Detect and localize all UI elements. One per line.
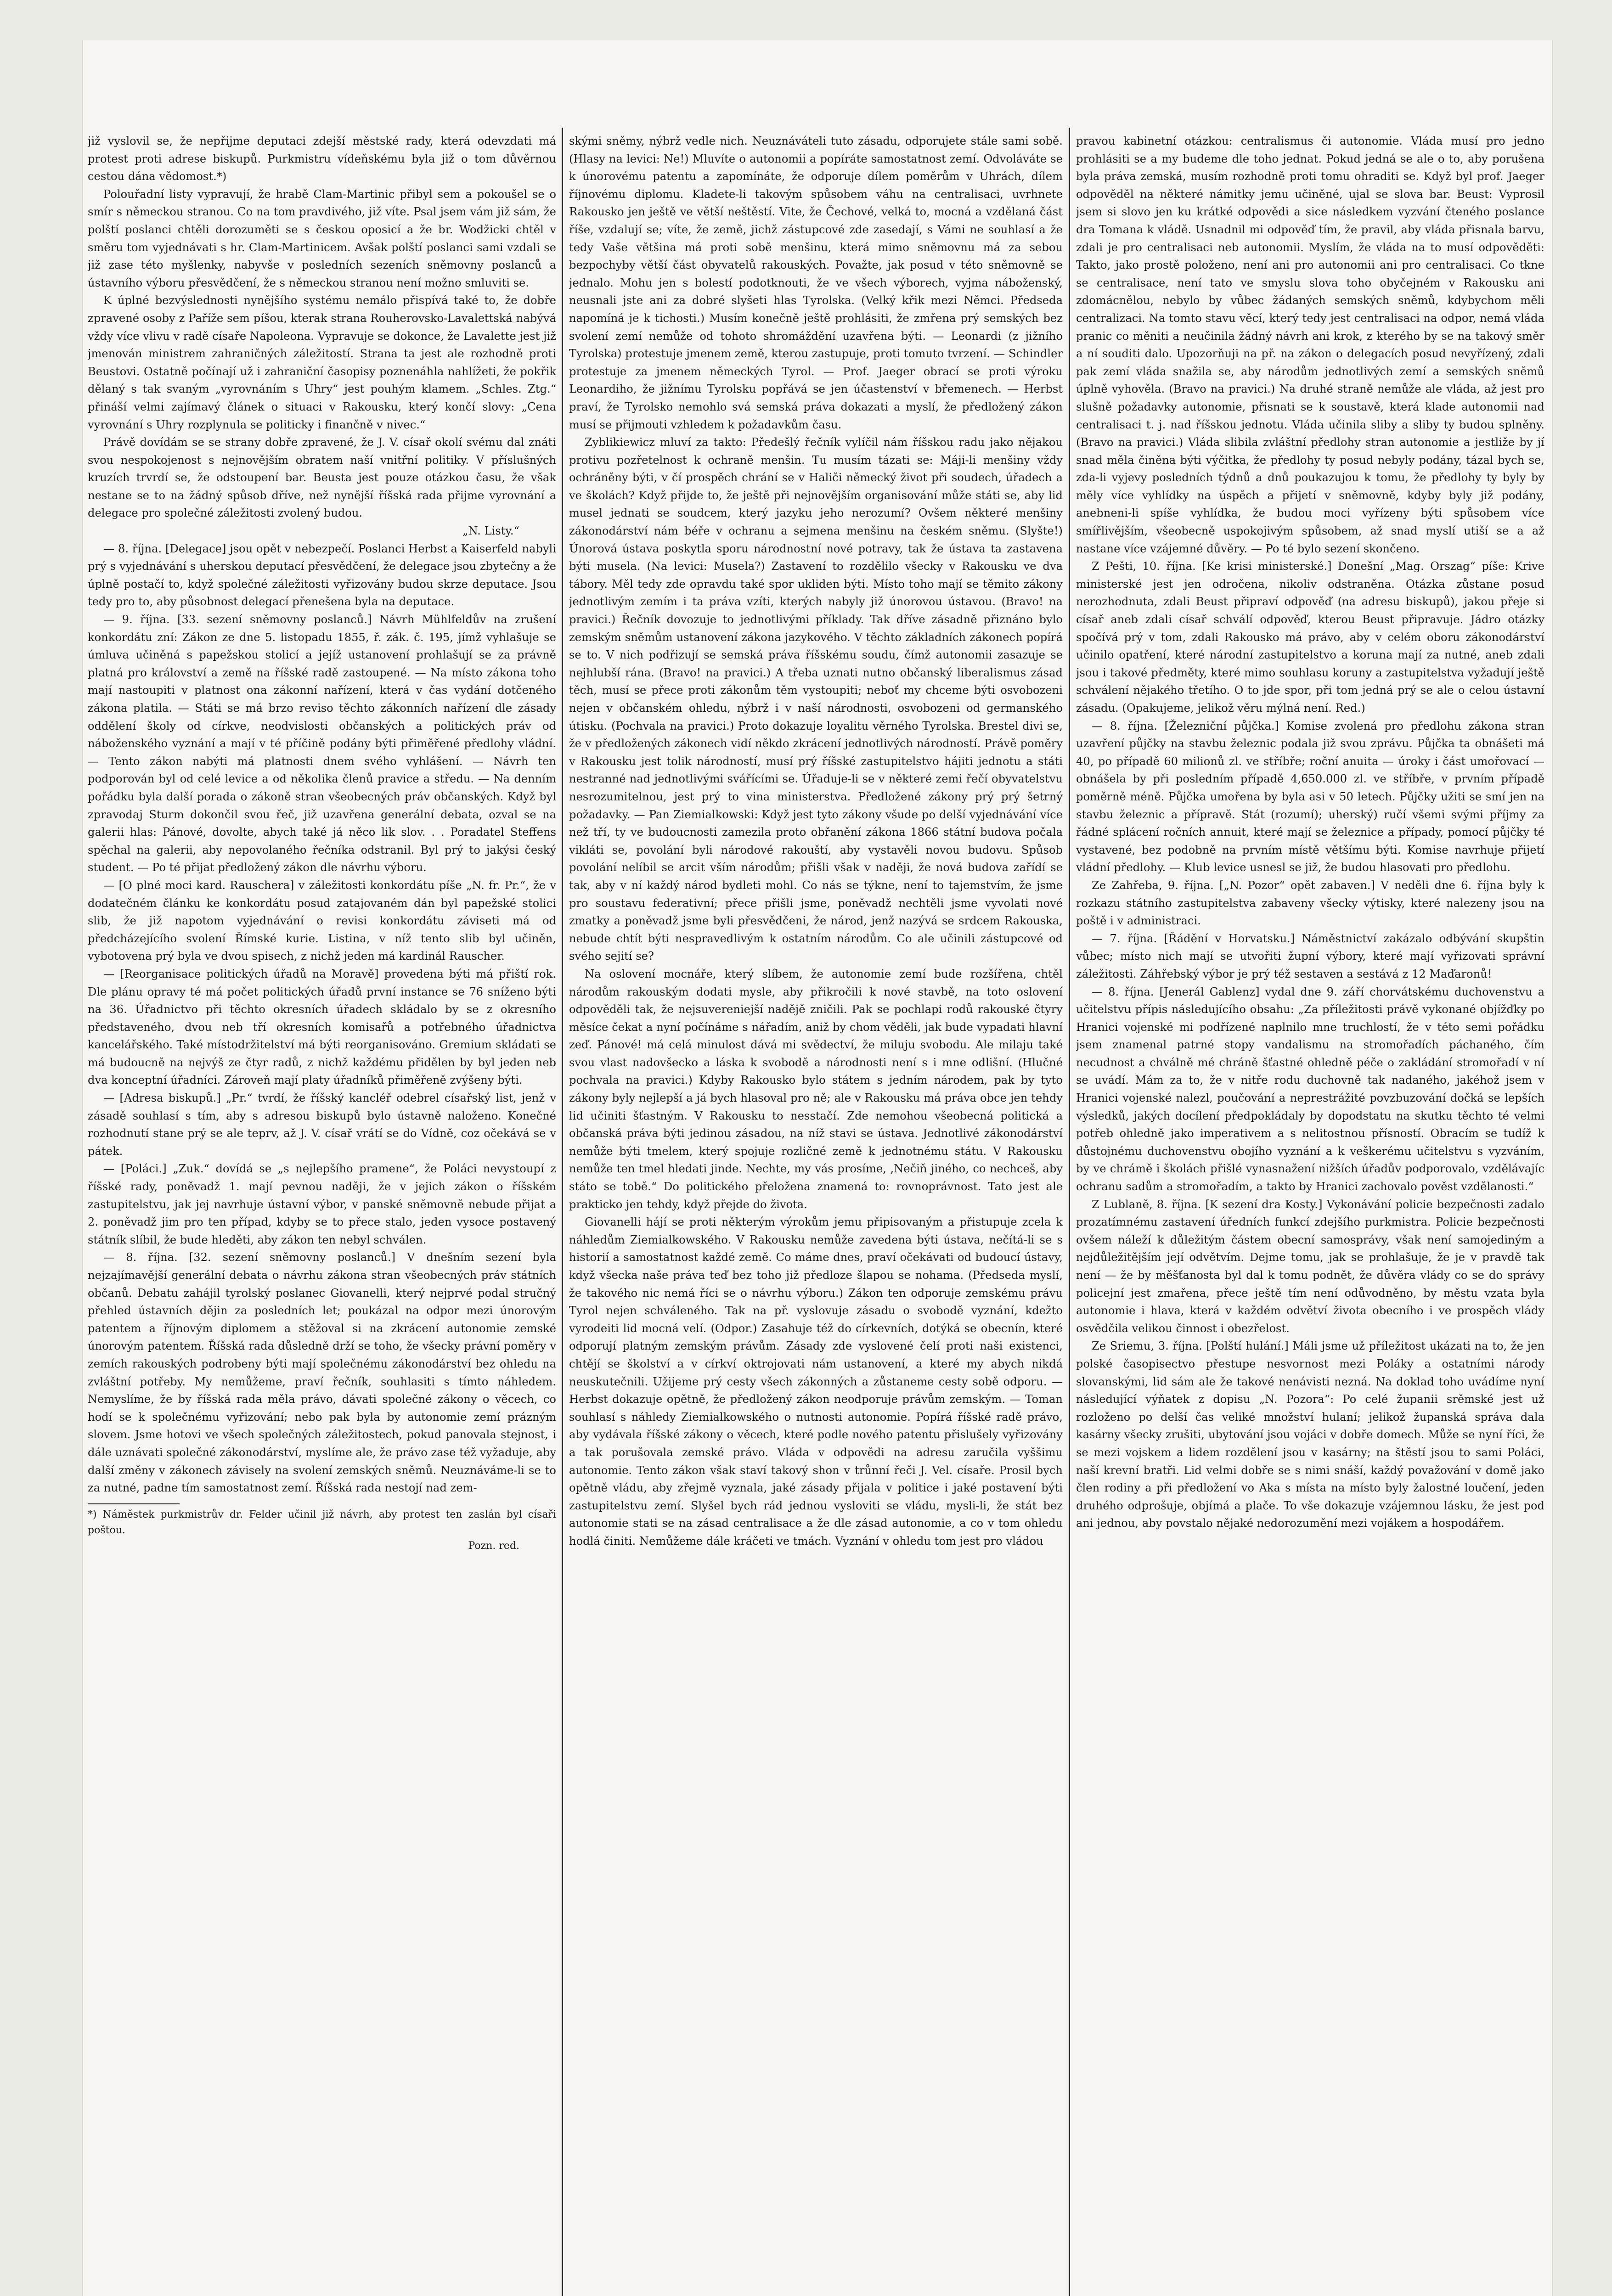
news-item: — [Reorganisace politických úřadů na Moravě] provedena býti má přiští rok. Dle plánu opravy té má počet politických úřadů první instance se 76 sníženo býti na 36. Úřadnictvo při těchto okresních úřadech skládalo by se z okresního představeného, dvou neb tří okresních komisařů a potřebného úřadnictva kancelářského. Také místodržitelství má býti reorganisováno. Gremium skládati se má budoucně na nejvýš ze čtyr radů, z nichž každému přidělen by byl jeden neb dva konceptní úřadníci. Zároveň mají platy úřadníků přiměřeně zvýšeny býti. [88,967,556,1087]
paragraph: skými sněmy, nýbrž vedle nich. Neuznáváteli tuto zásadu, odporujete stále sami sobě. (Hlasy na levici: Ne!) Mluvíte o autonomii a popíráte samostatnost zemí. Odvoláváte se k únorovému patentu a zapomínáte, že odporuje dílem poměrům v Uhrách, dílem říjnovému diplomu. Kladete-li takovým spůsobem váhu na centralisaci, uvrhnete Rakousko jen ještě ve větší neštěstí. Vite, že Čechové, velká to, mocná a vzdělaná část říše, vzdalují se; víte, že země, jichž zástupcové zde zasedají, s Vámi ne souhlasí a že tedy Vaše většina má proti sobě menšinu, která mimo sněmovnu má za sebou bezpochyby větší část obyvatelů rakouských. Považte, jak posud v této sněmovně se jednalo. Mohu jen s bolestí podotknouti, že ve všech výborech, vyjma náboženský, neusnali jste ani za dobré slyšeti hlas Tyrolska. (Velký křik mezi Němci. Předseda napomíná je k tichosti.) Musím konečně ještě prohlásiti, že zmřena prý semských bez svolení zemí nemůže od tohoto shromáždění uzavřena býti. — Leonardi (z jižního Tyrolska) protestuje jmenem země, kterou zastupuje, proti tomuto tvrzení. — Schindler protestuje za jmenem německých Tyrol. — Prof. Jaeger obrací se proti výroku Leonardiho, že jižnímu Tyrolsku popřává se jen účastenství v břemenech. — Herbst praví, že Tyrolsko nemohlo svá semská práva dokazati a myslí, že předložený zákon musí se přijmouti vzhledem k požadavkům času. [569,135,1063,431]
news-item: Ze Zahřeba, 9. října. [„N. Pozor“ opět zabaven.] V neděli dne 6. října byly k rozkazu státního zastupitelstva zabaveny všecky výtisky, které nalezeny jsou na poště i v administraci. [1076,878,1544,928]
news-item: — 8. října. [Delegace] jsou opět v nebezpečí. Poslanci Herbst a Kaiserfeld nabyli prý s vyjednávání s uherskou deputací přesvědčení, že delegace jsou zbytečny a že úplně postačí to, když společné záležitosti vyřizovány budou skrze deputace. Jsou tedy pro to, aby působnost delegací přenešena byla na deputace. [88,542,556,608]
column-2 [569,132,1063,2296]
source-signature: „N. Listy.“ [462,524,519,538]
paragraph: K úplné bezvýslednosti nynějšího systému nemálo přispívá také to, že dobře zpravené osoby z Paříže sem píšou, kterak strana Rouherovsko-Lavalettská nabývá vždy více vlivu v radě císaře Napoleona. Vypravuje se dokonce, že Lavalette jest již jmenován ministrem zahraničných záležitostí. Strana ta jest ale rozhodně proti Beustovi. Ostatně počínají už i zahraniční časopisy poznenáhla nahlížeti, že pokřik dělaný s tak svaným „vyrovnáním s Uhry“ jest pouhým klamem. „Schles. Ztg.“ přináší velmi zajímavý článek o situaci v Rakousku, který končí slovy: „Cena vyrovnání s Uhry rozplynula se politicky i finančně v nivec.“ [88,294,556,431]
news-item: — 9. října. [33. sezení sněmovny poslanců.] Návrh Mühlfeldův na zrušení konkordátu zní: Zákon ze dne 5. listopadu 1855, ř. zák. č. 195, jímž vyhlašuje se úmluva učiněná s papežskou stolicí a jejíž ustanovení prohlašují se za právně platná pro království a země na říšské radě zastoupené. — Na místo zákona toho mají nastoupiti v platnost ona zákonní nařízení, která v čas vydání dotčeného zákona platila. — Státi se má brzo reviso těchto zákonních nařízení dle zásady oddělení školy od církve, neodvislosti občanských a politických práv od náboženského vyznání a mají v té příčině podány býti přiměřené předlohy vládní. — Tento zákon nabýti má platnosti dnem svého vyhlášení. — Návrh ten podporován byl od celé levice a od několika členů pravice a středu. — Na denním pořádku byla další porada o zákoně stran všeobecných práv občanských. Když byl zpravodaj Sturm dokončil svou řeč, již uzavřena generální debata, ozval se na galerii hlas: Pánové, dovolte, abych také já něco lik slov. . . Poradatel Steffens spěchal na galerii, aby nepovolaného řečníka odstranil. Byl prý to jakýsi český student. — Po té přijat předložený zákon dle návrhu výboru. [88,613,556,874]
paragraph: pravou kabinetní otázkou: centralismus či autonomie. Vláda musí pro jedno prohlásiti se a my budeme dle toho jednat. Pokud jedná se ale o to, aby porušena byla práva zemská, musím rozhodně proti tomu ohraditi se. Když byl prof. Jaeger odpověděl na některé námitky jemu učiněné, ujal se slova bar. Beust: Vyprosil jsem si slovo jen ku krátké odpovědi a sice následkem vyzvání čteného poslance dra Tomana k vládě. Usnadnil mi odpověď tím, že pravil, aby vláda přisnala barvu, zdali je pro centralisaci neb autonomii. Myslím, že vláda na to musí odpověděti: Takto, jako prostě položeno, není ani pro autonomii ani pro centralisaci. Co tkne se centralisace, není tato ve smyslu slova toho obyčejném v Rakousku ani zdomácnělou, nebylo by vůbec žádaných semských sněmů, kdybychom měli centralizaci. Na tomto stavu věcí, který tedy jest centralisaci na odpor, nemá vláda pranic co měniti a neučinila žádný návrh ani krok, z kterého by se na takový směr a ní souditi dalo. Upozorňuji na př. na zákon o delegacích posud nevyřízený, zdali pak zemí vláda snažila se, aby národům jednotlivých zemí a semských sněmů úplně vyhověla. (Bravo na pravici.) Na druhé straně nemůže ale vláda, až jest pro slušně požadavky autonomie, přisnati se k soustavě, která klade autonomii nad centralisaci t. j. nad říšskou jednotu. Vláda učinila sliby a sliby ty budou splněny. (Bravo na pravici.) Vláda slibila zvláštní předlohy stran autonomie a jestliže by jí snad měla činěna býti výčitka, že předlohy ty posud nebyly podány, tázal bych se, zda-li vyjevy posledních týdnů a dnů poukazujou k tomu, že předlohy ty byly by měly více vyhlídky na úspěch a přijetí v sněmovně, kdyby byly již podány, anebneni-li spíše vyhlídka, že budou moci vyřízeny býti spůsobem více smířlivějším, všeobecně uspokojivým spůsobem, až snad myslí utiší se a až nastane více vzájemné důvěry. — Po té bylo sezení skončeno. [1076,135,1544,555]
news-item: — 7. října. [Řádění v Horvatsku.] Náměstnictví zakázalo odbývání skupštin vůbec; místo nich mají se utvořiti župní výbory, které mají vyřizovati správní záležitosti. Záhřebský výbor je prý též sestaven a sestává z 12 Maďaronů! [1076,932,1544,980]
paragraph: Giovanelli hájí se proti některým výrokům jemu připisovaným a přistupuje zcela k náhledům Ziemialkowského. V Rakousku nemůže zavedena býti ústava, nečítá-li se s historií a samostatnost každé země. Co máme dnes, praví očekávati od budoucí ústavy, když všecka naše práva teď bez toho již předloze šlapou se nohama. (Předseda myslí, že takového nic nemá říci se o návrhu výboru.) Zákon ten odporuje zemskému právu Tyrol nejen schváleného. Tak na př. vyslovuje zásadu o svobodě vyznání, kdežto vyrodeiti lid mocná velí. (Odpor.) Zasahuje též do církevních, dotýká se obecnín, které odporují platným zemským právům. Zásady zde vyslovené čelí proti naši existenci, chtějí se školství a v církví oktrojovati nám ustanovení, a které my abych nikdá neuskutečnili. Užijeme prý cesty všech zákonných a zůstaneme cesty sobě odporu. — Herbst dokazuje opětně, že předložený zákon neodporuje právům zemským. — Toman souhlasí s náhledy Ziemialkowského o nutnosti autonomie. Popírá říšské radě právo, aby vydávala říšské zákony o věcech, které podle nového patentu přislušely vyřizovány a tak porušovala zemské právo. Vláda v odpovědi na adresu zaručila vyššimu autonomie. Tento zákon však staví takový shon v trůnní řeči J. Vel. císaře. Prosil bych opětně vládu, aby zřejmě vyznala, jaké zásady přijala v politice i jaké postavení býti zastupitelstvu zemí. Slyšel bych rád jednou vysloviti se vládu, mysli-li, že stát bez autonomie stati se na zásad centralisace a že dle zásad autonomie, a co v tom ohledu hodlá činiti. Nemůžeme dále kráčeti ve tmách. Vyznání v ohledu tom jest pro vládou [569,1216,1063,1548]
news-item: — [Adresa biskupů.] „Pr.“ tvrdí, že říšský kancléř odebrel císařský list, jenž v zásadě souhlasí s tím, aby s adresou biskupů bylo ústavně naloženo. Konečné rozhodnutí stane prý se ale teprv, až J. V. císař vrátí se do Vídně, coz očekává se v pátek. [88,1092,556,1158]
footnote-signature: Pozn. red. [468,1540,519,1552]
paragraph: Právě dovídám se se strany dobře zpravené, že J. V. císař okolí svému dal znáti svou nespokojenost s nejnovějším obratem naší vnitřní politiky. V příslušných kruzích trvrdí se, že odstoupení bar. Beusta jest pouze otázkou času, že však nestane se to na žádný spůsob dříve, než nynější říšská rada přijme vyrovnání a delegace pro společné záležitosti zvolený budou. [88,436,556,520]
news-item: Ze Sriemu, 3. října. [Polští hulání.] Máli jsme už příležitost ukázati na to, že jen polské časopisectvo přestupe nesvornost mezi Poláky a ostatními národy slovanskými, lid sám ale že takové nenávisti nezná. Na doklad toho uvádíme nyní následující výňatek z dopisu „N. Pozora“: Po celé županii srěmské jest už rozloženo po delší čas veliké množství hulaní; jelikož županská správa dala kasárny všecky zrušiti, ubytování jsou vojáci v dobře domech. Může se nyní říci, že se mezi vojskem a lidem rozdělení jsou v kasárny; na štěstí jsou to sami Poláci, naší krevní bratři. Lid velmi dobře se s nimi snáší, každý považování v domě jako člen rodiny a při předložení vo Aka s místa na místo byly žalostné loučení, jeden druhého odprošuje, objímá a plače. To vše dokazuje vzájemnou lásku, že jest pod ani jednou, aby povstalo nějaké nedorozumění mezi vojákem a hospodářem. [1076,1339,1544,1530]
news-item: — [Poláci.] „Zuk.“ dovídá se „s nejlepšího pramene“, že Poláci nevystoupí z říšské rady, poněvadž 1. mají pevnou naději, že v jejich zákon o říšském zastupitelstvu, jak jej navrhuje ústavní výbor, v panské sněmovně nebude přijat a 2. poněvadž jim pro ten případ, kdyby se to přece stalo, jeden vysoce postavený státník slíbil, že bude hleděti, aby zákon ten nebyl schválen. [88,1162,556,1246]
news-item: — [O plné moci kard. Rauschera] v záležitosti konkordátu píše „N. fr. Pr.“, že v dodatečném článku ke konkordátu posud zatajovaném dán byl papežské stolici slib, že již napotom vyjednávání o revisi konkordátu záviseti má od předcházejícího svolení Římské kurie. Listina, v níž tento slib byl učiněn, vybotovena prý byla ve dvou spisech, z nichž jeden má kardinál Rauscher. [88,878,556,963]
paragraph: Zyblikiewicz mluví za takto: Předešlý řečník vylíčil nám říšskou radu jako nějakou protivu pozřetelnost k ochraně menšin. Tu musím tázati se: Máji-li menšiny vždy ochráněny býti, v čí prospěch chrání se v Haliči německý život při soudech, úřadech a ve školách? Když přijde to, že ještě při nejnovějším organisování může státi se, aby lid musel jednati se soudcem, který jazyku jeho nerozumí? Ovšem některé menšiny zákonodárství nám béře v ochranu a sejmena menšinu na českém sněmu. (Slyšte!) Únorová ústava poskytla sporu národnostní nové potravy, tak že ústava ta zastavena býti musela. (Na levici: Musela?) Zastavení to rozdělilo všecky v Rakousku ve dva tábory. Měl tedy zde opravdu také spor ukliden býti. Místo toho mají se těmito zákony jednotlivým zemím i ta práva vzíti, kterých nabyly již únorovou ústavou. (Bravo! na pravici.) Řečník dovozuje to jednotlivými příklady. Tak dříve zásadně přiznáno bylo zemským sněmům ustanovení zákona jazykového. V těchto základních zákonech popírá se to. V nich podřizují se semská práva říšskému soudu, čímž autonomii zasazuje se nejhlubší rána. (Bravo! na pravici.) A třeba uznati nutno občanský liberalismus zásad těch, musí se přece proti zákonům těm vystoupiti; neboť my chceme býti osvobozeni nejen v občanském ohledu, nýbrž i v naší národnosti, osvobozeni od germanského útisku. (Pochvala na pravici.) Proto dokazuje loyalitu věrného Tyrolska. Brestel divi se, že v předložených zákonech vidí někdo zkrácení jednotlivých národností. Právě poměry v Rakousku jest tolik národností, musí prý říšské zastupitelstvo hájiti jednotu a státi nestranné nad jednotlivými svářícími se. Úřaduje-li se v některé zemi řečí obyvatelstvu nesrozumitelnou, jest prý to vina ministerstva. Předložené zákony prý prý šetrný požadavky. — Pan Ziemialkowski: Když jest tyto zákony všude po delší vyjednávání více než tří, ty ve budoucnosti zamezila proto obřanění zákona 1866 státní budova počala vikláti se, povolání byli národové rakouští, aby vystavěli novou budovu. Spůsob povolání nelíbil se arcit vším národům; přišli však v naději, že nová budova zařídí se tak, aby v ní každý národ bydleti mohl. Co nás se týkne, není to tajemstvím, že jsme pro soustavu federativní; přece přišli jsme, poněvadž nechtěli jsme vyvolati nové zmatky a poněvadž jsme byli přesvědčeni, že národ, jenž nazývá se srdcem Rakouska, nebude chtít býti nespravedlivým k ostatním národům. Co ale učinili zástupcové od svého sejití se? [569,436,1063,963]
news-item: — 8. října. [32. sezení sněmovny poslanců.] V dnešním sezení byla nejzajímavější generální debata o návrhu zákona stran všeobecných práv státních občanů. Debatu zahájil tyrolský poslanec Giovanelli, který nejprvé podal stručný přehled ústavních dějin za posledních let; poukázal na odpor mezi únorovým patentem a říjnovým diplomem a stěžoval si na zkrácení autonomie zemské únorovým patentem. Říšská rada důsledně drží se toho, že všecky právní poměry v zemích rakouských podrobeny býti mají společnému zákonodárství bez ohledu na zvláštní potřeby. My nemůžeme, praví řečník, souhlasiti s tímto náhledem. Nemyslíme, že by říšská rada měla právo, dávati společné zákony o věcech, co hodí se k společnému vyřizování; nebo pak byla by autonomie zemí prázným slovem. Jsme hotovi ve všech společných záležitostech, pokud panovala stejnost, i dále uznávati společné zákonodárství, myslíme ale, že právo zase též vyžaduje, aby další změny v zákonech závisely na svolení zemských sněmů. Neuznáváme-li se to za nutné, padne tím samostatnost zemí. Říšská rada nestojí nad zem- [88,1251,556,1495]
column-3 [1076,132,1544,2296]
footnote: *) Náměstek purkmistrův dr. Felder učinil již návrh, aby protest ten zaslán byl císaři poštou. [88,1508,556,1536]
news-item: Z Pešti, 10. října. [Ke krisi ministerské.] Donešní „Mag. Orszag“ píše: Krive ministerské jest jen odročena, nikoliv odstraněna. Otázka zůstane posud nerozhodnuta, zdali Beust připraví odpověď (na adresu biskupů), jakou přeje si císař aneb zdali císař schválí odpověď, kterou Beust připravuje. Jádro otázky spočívá prý v tom, zdali Rakousko má právo, aby v celém oboru zákonodárství učinilo opatření, které národní zastupitelstvo a koruna mají za nutné, aneb zdali jsou i takové předměty, které mimo souhlasu koruny a zastupitelstva vyžadují ještě schválení nějakého třetího. O to jde spor, při tom jedná prý se ale o celou ústavní zásadu. (Opakujeme, jelikož věru mýlná není. Red.) [1076,560,1544,715]
newspaper-page [82,40,1553,2296]
news-item: — 8. října. [Jenerál Gablenz] vydal dne 9. září chorvátskému duchovenstvu a učitelstvu přípis následujícího obsahu: „Za příležitosti právě vykonané objížďky po Hranici vojenské mi podřízené naplnilo mne truchlostí, že v této semi pořádku jsem znamenal patrné stopy vandalismu na stromořadích páchaného, čím necudnost a chválně mé chráně šťastné ohledně péče o zakládání stromořadí v ní se uvádí. Mám za to, že v nitře rodu duchovně tak nadaného, jakéhož jsem v Hranici vojenské nalezl, poučování a neprestrážité povzbuzování dočká se lepších výsledků, jakých docílení předpokládaly by dopodstatu na skutku těchto té velmi potřeb ohledně jako imperativem a s nelitostnou přísností. Obracím se tudíž k důstojnému duchovenstvu obojího vyznání a k veškerému učitelstvu s vyzváním, by ve chrámě i školách přišlé vynasnažení nižších úřadův podporovalo, vzdělávajíc ochranu sadům a stromořadím, a takto by Hranici zachovalo pověst vzdělanosti.“ [1076,985,1544,1193]
column-rule [1069,128,1070,2296]
paragraph: Polouřadní listy vypravují, že hrabě Clam-Martinic přibyl sem a pokoušel se o smír s německou stranou. Co na tom pravdivého, již víte. Psal jsem vám již sám, že polští poslanci chtěli dorozuměti se s českou oposicí a že br. Wodžicki chtěl v směru tom vyjednávati s hr. Clam-Martinicem. Avšak polští poslanci sami vzdali se již zase této myšlenky, nabyvše v posledních sezeních sněmovny poslanců a ústavního výboru přesvědčení, že s německou stranou není možno smluviti se. [88,187,556,289]
paragraph: již vyslovil se, že nepřijme deputaci zdejší městské rady, která odevzdati má protest proti adrese biskupů. Purkmistru vídeňskému byla již o tom důvěrnou cestou dána vědomost.*) [88,135,556,183]
footnote-divider [88,1503,180,1504]
news-item: — 8. října. [Železniční půjčka.] Komise zvolená pro předlohu zákona stran uzavření půjčky na stavbu železnic podala již svou zprávu. Půjčka ta obnášeti má 40, po případě 60 milionů zl. ve stříbře; roční anuita — úroky i část umořovací — obnášela by při posledním případě 4,650.000 zl. ve stříbře, v prvním případě poměrně méně. Půjčka umořena by byla asi v 50 letech. Půjčky užiti se smí jen na stavbu železnic a přípravě. Stát (rozumí); uherský) ručí všemi svými příjmy za řádné splácení ročních annuit, které mají se železnice a případy, pomocí půjčky té vystavené, bez podobně na prvním místě většímu býti. Komise navrhuje přijetí vládní předlohy. — Klub levice usnesl se již, že budou hlasovati pro předlohu. [1076,719,1544,874]
column-1 [88,132,556,2296]
news-item: Z Lublaně, 8. října. [K sezení dra Kosty.] Vykonávání policie bezpečnosti zadalo prozatímnému zastavení úředních funkcí zdejšího purkmistra. Policie bezpečnosti ovšem náleží k důležitým částem obecní samosprávy, však není samojediným a nejdůležitějším její odvětvím. Dejme tomu, jak se prohlašuje, že je v pravdě tak není — že by měšťanosta byl dal k tomu podnět, že důvěra vlády co se do správy policejní jest zmařena, přece ještě tím není odůvodněno, by městu vzata byla autonomie i hlava, která v každém odvětví života obecního i ve prospěch vlády osvědčila velikou činnost i obezřelost. [1076,1198,1544,1335]
column-rule [562,128,563,2296]
paragraph: Na oslovení mocnáře, který slíbem, že autonomie zemí bude rozšířena, chtěl národům rakouským dodati mysle, aby přikročili k nové stavbě, na toto oslovení odpověděli tak, že nejsuvereniejší nadějě zničili. Pak se pochlapi rodů rakouské čtyry měsíce čekat a nyní počínáme s nářadím, aniž by chom věděli, jak bude vypadati hlavní zeď. Pánové! má celá minulost dává mi svědectví, že miluju svobodu. Ale milaju také svou vlast nadovšecko a láska k svobodě a národnosti není s i mne odlišní. (Hlučné pochvala na pravici.) Kdyby Rakousko bylo státem s jedním národem, pak by tyto zákony byly nejlepší a já bych hlasoval pro ně; ale v Rakousku má práva obce jen tehdy lid učiniti šťastným. V Rakousku to nesstačí. Zde nemohou všeobecná politická a občanská práva býti jedinou zásadou, na níž stavi se ústava. Jednotlivé zákonodárství nemůže býti tmelem, který spojuje rozličné země k jednotnému státu. V Rakousku nemůže ten tmel hledati jinde. Nechte, my vás prosíme, ,Nečiň jiného, co nechceš, aby státo se tobě.“ Do politického přeložena znamená to: rovnoprávnost. Tato jest ale prakticko jen tehdy, když přejde do života. [569,967,1063,1211]
